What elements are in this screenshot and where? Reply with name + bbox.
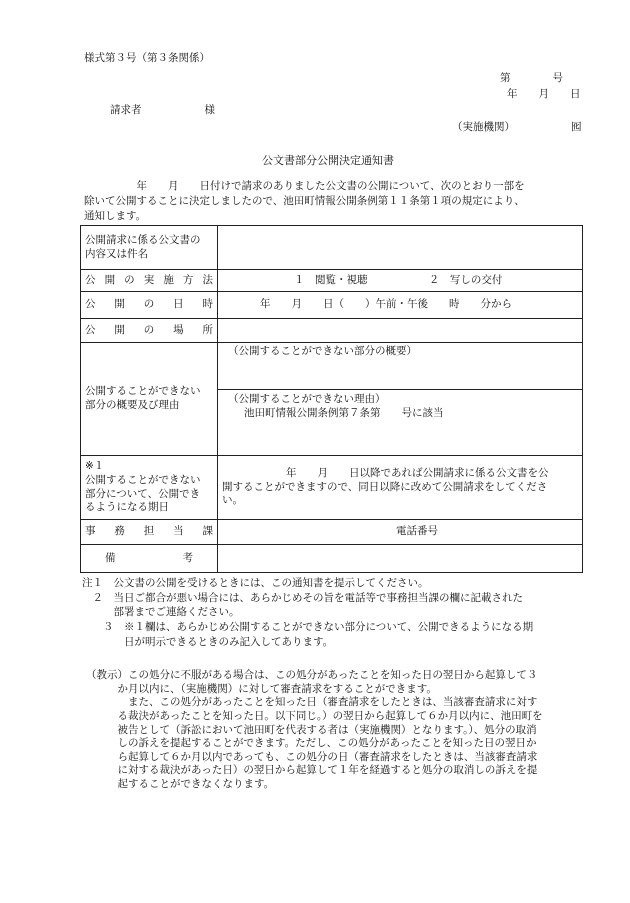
- row-method: [81, 270, 583, 292]
- requester-name: 請求者 様: [110, 104, 215, 116]
- label-method: [81, 270, 218, 292]
- appeal-line-2: か月以内に、（実施機関）に対して審査請求をすることができます。: [86, 682, 437, 695]
- label-undisclosed: [81, 343, 218, 456]
- decision-table: [80, 225, 583, 573]
- appeal-line-9: 起することができなくなります。: [86, 778, 275, 791]
- label-disclosure-date: [81, 456, 218, 520]
- disclosure-text-2: 開することができますので、同日以降に改めて公開請求をしてくださ: [222, 480, 548, 493]
- document-title: 公文書部分公開決定通知書: [262, 154, 394, 167]
- label-text: 部分の概要及び理由: [85, 399, 180, 411]
- reason-heading: （公開することができない理由）: [228, 393, 386, 405]
- appeal-line-6: しの訴えを提起することができます。ただし、この処分があったことを知った日の翌日か: [86, 737, 537, 750]
- value-place[interactable]: [218, 319, 583, 343]
- row-department: [81, 520, 583, 545]
- label-text: 公開の日時: [85, 298, 213, 311]
- appeal-line-4: る裁決があったことを知った日。以下同じ。）の翌日から起算して６か月以内に、池田町を: [86, 709, 543, 722]
- value-undisclosed-reason[interactable]: [218, 390, 583, 456]
- label-text: るようになる期日: [85, 501, 169, 514]
- appeal-line-1: （教示）この処分に不服がある場合は、この処分があったことを知った日の翌日から起算して３: [86, 669, 538, 681]
- value-disclosure-date[interactable]: [218, 456, 583, 520]
- appeal-line-3: また、この処分があったことを知った日（審査請求をしたときは、当該審査請求に対す: [86, 696, 538, 709]
- note-3-line-1: ３ ※１欄は、あらかじめ公開することができない部分について、公開できるようになる期: [82, 620, 534, 633]
- label-text: 公開請求に係る公文書の: [85, 233, 201, 246]
- label-text: 公開することができない: [85, 385, 201, 398]
- label-text: 公開の実施方法: [85, 273, 213, 286]
- label-datetime: [81, 292, 218, 319]
- intro-line-2: 除いて公開することに決定しましたので、池田町情報公開条例第１１条第１項の規定により、: [84, 195, 525, 207]
- label-place: [81, 319, 218, 343]
- disclosure-text-1: 年 月 日以降であれば公開請求に係る公文書を公: [286, 467, 549, 480]
- label-text: 公開することができない: [85, 473, 201, 486]
- value-document-subject[interactable]: [218, 226, 583, 270]
- label-document-subject: [81, 226, 218, 270]
- intro-line-1: 年 月 日付けで請求のありました公文書の公開について、次のとおり一部を: [84, 180, 525, 192]
- label-text: 公開の場所: [85, 323, 213, 336]
- appeal-instructions: [86, 669, 586, 792]
- note-1: 注１ 公文書の公開を受けるときには、この通知書を提示してください。: [82, 577, 429, 589]
- appeal-line-7: ら起算して６か月以内であっても、この処分の日（審査請求をしたときは、当該審査請求: [86, 750, 538, 763]
- value-datetime[interactable]: [218, 292, 583, 319]
- label-department: [81, 520, 218, 545]
- phone-label: 電話番号: [396, 525, 438, 538]
- value-remarks[interactable]: [218, 545, 583, 573]
- row-document-subject: [81, 226, 583, 270]
- appeal-line-8: に対する裁決があった日）の翌日から起算して１年を経過すると処分の取消しの訴えを提: [86, 764, 538, 777]
- row-disclosure-date: [81, 456, 583, 520]
- row-remarks: [81, 545, 583, 573]
- note-3-line-2: 日が明示できるときのみ記入してあります。: [82, 635, 334, 648]
- value-undisclosed-summary[interactable]: [218, 343, 583, 390]
- label-text: 備考: [105, 551, 193, 564]
- appeal-line-5: 被告として（訴訟において池田町を代表する者は（実施機関）となります。）、処分の取消: [86, 723, 537, 736]
- label-text: 部分について、公開でき: [85, 487, 201, 500]
- seal-mark: 囮: [571, 121, 582, 133]
- intro-line-3: 通知します。: [84, 210, 147, 222]
- method-option-view[interactable]: １ 閲覧・視聴: [294, 273, 368, 286]
- summary-heading: （公開することができない部分の概要）: [228, 345, 417, 357]
- value-department[interactable]: [218, 520, 583, 545]
- label-text: 内容又は件名: [85, 247, 148, 260]
- datetime-text: 年 月 日（ ）午前・午後 時 分から: [260, 298, 512, 311]
- label-remarks: [81, 545, 218, 573]
- value-method[interactable]: [218, 270, 583, 292]
- institution-label: （実施機関）: [452, 121, 515, 133]
- label-text: ※１: [85, 460, 105, 473]
- document-date: 年 月 日: [507, 88, 581, 100]
- notes: [82, 577, 587, 650]
- row-datetime: [81, 292, 583, 319]
- form-number: 様式第３号（第３条関係）: [84, 52, 210, 64]
- method-option-copy[interactable]: ２ 写しの交付: [428, 273, 503, 286]
- row-undisclosed-summary: [81, 343, 583, 390]
- reason-detail: 池田町情報公開条例第７条第 号に該当: [244, 406, 444, 419]
- row-place: [81, 319, 583, 343]
- disclosure-text-3: い。: [222, 494, 243, 507]
- note-2-line-1: ２ 当日ご都合が悪い場合には、あらかじめその旨を電話等で事務担当課の欄に記載された: [82, 591, 523, 604]
- note-2-line-2: 部署までご連絡ください。: [82, 606, 240, 619]
- document-number: 第 号: [500, 72, 563, 84]
- label-text: 事務担当課: [85, 525, 213, 538]
